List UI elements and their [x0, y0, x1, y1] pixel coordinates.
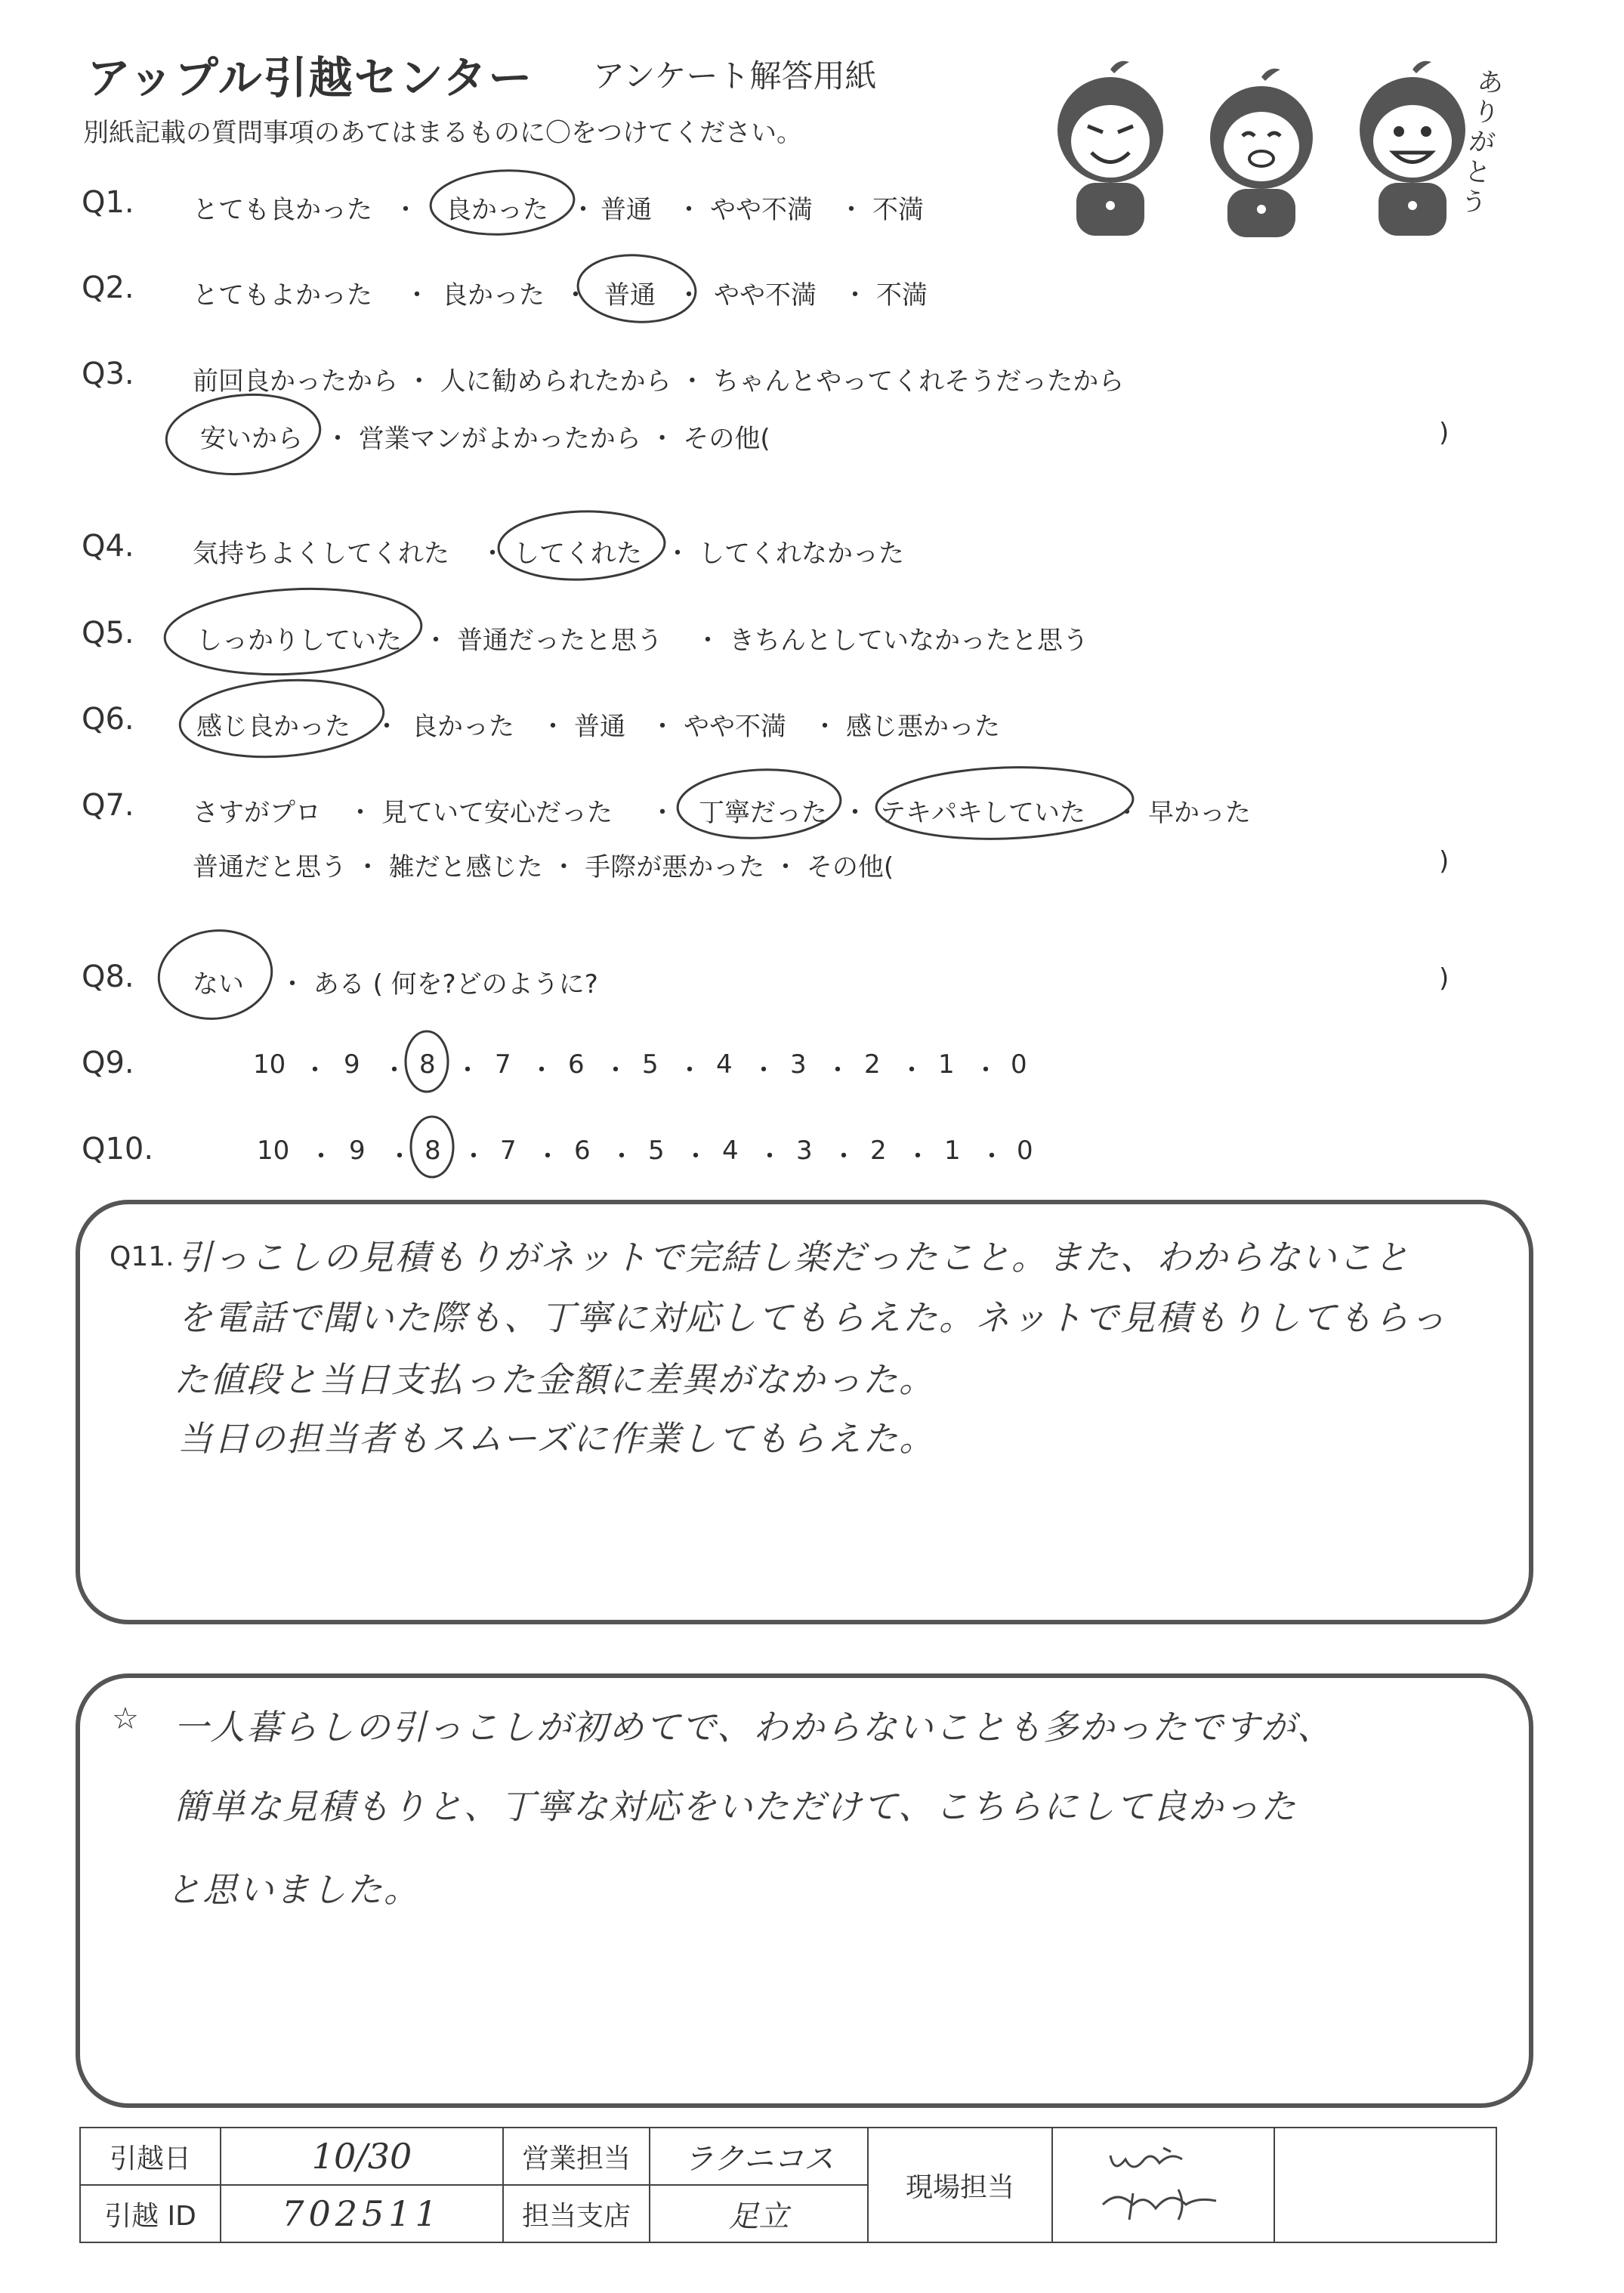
q7-options-row2[interactable]: 普通だと思う ・ 雑だと感じた ・ 手際が悪かった ・ その他( [193, 852, 894, 882]
q9-score[interactable]: 2 [864, 1049, 881, 1080]
q3-close-paren: ) [1439, 418, 1450, 448]
sales-value: ラクニコス [650, 2128, 868, 2185]
q10-score[interactable]: 7 [500, 1136, 517, 1166]
q9-label: Q9. [82, 1046, 134, 1080]
q1-option[interactable]: やや不満 [710, 195, 813, 225]
q4-option[interactable]: してくれなかった [699, 539, 904, 569]
q7-option-selected[interactable]: 丁寧だった [699, 798, 827, 828]
circle-mark [178, 674, 386, 764]
q9-score[interactable]: 4 [716, 1049, 733, 1080]
q9-score[interactable]: 10 [253, 1049, 286, 1080]
q11-answer-line: を電話で聞いた際も、丁寧に対応してもらえた。ネットで見積もりしてもらっ [178, 1297, 1446, 1338]
circle-mark [576, 252, 698, 326]
q2-option[interactable]: 良かった [442, 280, 545, 311]
q9-score[interactable]: 0 [1011, 1049, 1027, 1080]
q10-score[interactable]: 0 [1017, 1136, 1033, 1166]
move-date-label: 引越日 [80, 2128, 221, 2185]
circle-mark [497, 508, 665, 583]
q6-option[interactable]: 良かった [412, 712, 514, 742]
q9-score[interactable]: 6 [568, 1049, 585, 1080]
q8-option[interactable]: ・ ある ( 何を?どのように? [279, 969, 598, 1000]
circle-mark [676, 765, 842, 842]
q11-answer-line: 引っこしの見積もりがネットで完結し楽だったこと。また、わからないこと [178, 1237, 1410, 1278]
q6-option-selected[interactable]: 感じ良かった [196, 712, 350, 742]
q7-option[interactable]: さすがプロ [193, 798, 321, 828]
q2-option[interactable]: やや不満 [714, 280, 817, 311]
q7-label: Q7. [82, 788, 134, 823]
q8-option-selected[interactable]: ない [193, 969, 244, 1000]
q8-close-paren: ) [1439, 963, 1450, 994]
q9-score[interactable]: 1 [938, 1049, 955, 1080]
q1-option[interactable]: 普通 [601, 195, 652, 225]
q11-answer-line: た値段と当日支払った金額に差異がなかった。 [174, 1359, 935, 1400]
q4-option-selected[interactable]: してくれた [514, 539, 642, 569]
q5-option[interactable]: きちんとしていなかったと思う [729, 626, 1088, 656]
q9-score[interactable]: 5 [642, 1049, 659, 1080]
q3-options-line2[interactable]: ・ 営業マンがよかったから ・ その他( [325, 424, 770, 454]
q1-option[interactable]: 不満 [872, 195, 924, 225]
q9-score-selected[interactable]: 8 [419, 1049, 436, 1080]
site-staff-extra [1274, 2128, 1496, 2242]
q7-option[interactable]: 早かった [1148, 798, 1251, 828]
q4-option[interactable]: 気持ちよくしてくれた [193, 539, 449, 569]
q2-option[interactable]: とてもよかった [193, 280, 372, 311]
q1-label: Q1. [82, 185, 134, 220]
q10-score[interactable]: 2 [870, 1136, 887, 1166]
q11-answer-line: 当日の担当者もスムーズに作業してもらえた。 [178, 1418, 936, 1459]
q3-options-line1[interactable]: 前回良かったから ・ 人に勧められたから ・ ちゃんとやってくれそうだったから [193, 366, 1125, 397]
branch-value: 足立 [650, 2185, 868, 2242]
q10-score[interactable]: 9 [349, 1136, 366, 1166]
q11-label: Q11. [110, 1241, 174, 1272]
q5-label: Q5. [82, 616, 134, 651]
q7-option-selected[interactable]: テキパキしていた [880, 798, 1085, 828]
thanks-text: ありがとう [1459, 66, 1505, 220]
q9-score[interactable]: 9 [344, 1049, 360, 1080]
q6-option[interactable]: 感じ悪かった [846, 712, 1000, 742]
circle-mark [163, 388, 323, 480]
circle-mark [162, 583, 423, 681]
star-icon: ☆ [112, 1701, 139, 1736]
site-staff-label: 現場担当 [868, 2128, 1052, 2242]
q2-option[interactable]: 不満 [876, 280, 928, 311]
q6-option[interactable]: やや不満 [684, 712, 786, 742]
company-name: アップル引越センター [87, 52, 534, 104]
form-subtitle: アンケート解答用紙 [593, 57, 877, 94]
q9-score[interactable]: 3 [790, 1049, 807, 1080]
move-id-label: 引越 ID [80, 2185, 221, 2242]
sales-label: 営業担当 [503, 2128, 650, 2185]
circle-mark [153, 923, 278, 1026]
q7-close-paren: ) [1439, 846, 1450, 876]
site-staff-signature [1052, 2128, 1274, 2242]
circle-mark [875, 763, 1134, 843]
q9-score[interactable]: 7 [495, 1049, 511, 1080]
circle-mark [406, 1031, 448, 1092]
q1-option[interactable]: とても良かった [193, 195, 372, 225]
q10-score[interactable]: 4 [722, 1136, 739, 1166]
q5-option-selected[interactable]: しっかりしていた [196, 626, 402, 656]
q1-option-selected[interactable]: 良かった [446, 195, 548, 225]
q10-score-selected[interactable]: 8 [425, 1136, 441, 1166]
q2-option-selected[interactable]: 普通 [604, 280, 656, 311]
info-table [79, 2127, 1497, 2243]
comment-line: 簡単な見積もりと、丁寧な対応をいただけて、こちらにして良かった [174, 1786, 1298, 1827]
q8-label: Q8. [82, 960, 134, 994]
circle-mark [429, 167, 576, 238]
q3-label: Q3. [82, 357, 134, 391]
comment-line: 一人暮らしの引っこしが初めてで、わからないことも多かったですが、 [174, 1707, 1334, 1748]
q4-label: Q4. [82, 529, 134, 564]
q3-option-selected[interactable]: 安いから [200, 424, 303, 454]
branch-label: 担当支店 [503, 2185, 650, 2242]
signature-icon [1088, 2133, 1239, 2231]
q5-option[interactable]: 普通だったと思う [457, 626, 662, 656]
comment-line: と思いました。 [166, 1869, 420, 1910]
q6-label: Q6. [82, 702, 134, 737]
q10-label: Q10. [82, 1132, 154, 1167]
instruction-text: 別紙記載の質問事項のあてはまるものに〇をつけてください。 [83, 118, 802, 148]
q10-score[interactable]: 1 [944, 1136, 961, 1166]
move-date-value: 10/30 [221, 2128, 503, 2185]
q10-score[interactable]: 5 [648, 1136, 665, 1166]
q2-label: Q2. [82, 270, 134, 305]
q10-score[interactable]: 3 [796, 1136, 813, 1166]
circle-mark [411, 1117, 453, 1177]
q7-option[interactable]: 見ていて安心だった [381, 798, 613, 828]
q10-score[interactable]: 6 [574, 1136, 591, 1166]
q10-score[interactable]: 10 [257, 1136, 290, 1166]
move-id-value: 702511 [221, 2185, 503, 2242]
q6-option[interactable]: 普通 [574, 712, 625, 742]
